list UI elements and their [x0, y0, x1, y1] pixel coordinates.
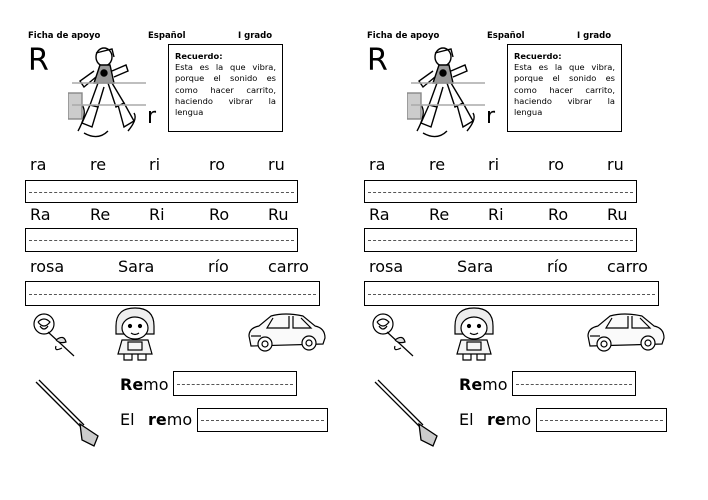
writing-line-5[interactable] — [197, 408, 328, 432]
syllable: ru — [268, 155, 285, 174]
word-el-remo-bold: re — [148, 410, 167, 429]
writing-line-1[interactable] — [364, 180, 637, 203]
reminder-title: Recuerdo: — [514, 51, 562, 61]
word: carro — [607, 257, 648, 276]
reminder-box — [507, 44, 622, 132]
syllable: ro — [209, 155, 226, 174]
cartoon-figure-icon — [68, 43, 148, 143]
word-remo — [120, 376, 169, 394]
syllable: Ru — [607, 205, 628, 224]
writing-line-1[interactable] — [25, 180, 298, 203]
syllable: ra — [30, 155, 47, 174]
rose-icon — [369, 310, 417, 358]
word: río — [547, 257, 568, 276]
word-remo-rest: mo — [482, 375, 508, 394]
oar-icon — [371, 378, 443, 450]
writing-line-2[interactable] — [364, 228, 637, 252]
syllable: Ri — [488, 205, 504, 224]
girl-icon — [110, 306, 160, 362]
word: rosa — [369, 257, 404, 276]
header-subject: Español — [148, 31, 186, 41]
syllable: Re — [429, 205, 450, 224]
word-remo-rest: mo — [143, 375, 169, 394]
word-el-remo-rest: mo — [166, 410, 193, 429]
car-icon — [245, 310, 327, 354]
word: río — [208, 257, 229, 276]
syllable: Ru — [268, 205, 289, 224]
syllable: Ri — [149, 205, 165, 224]
car-icon — [584, 310, 666, 354]
letter-lowercase: r — [486, 104, 496, 129]
writing-line-3[interactable] — [364, 281, 659, 306]
syllable: ru — [607, 155, 624, 174]
writing-line-4[interactable] — [512, 371, 636, 396]
reminder-body: Esta es la que vibra, porque el sonido es como hacer carrito, haciendo vibrar la lengua — [175, 62, 276, 118]
reminder-title: Recuerdo: — [175, 51, 223, 61]
girl-icon — [449, 306, 499, 362]
letter-uppercase: R — [367, 43, 388, 78]
header-grade: I grado — [577, 31, 612, 41]
article-el: El — [459, 410, 474, 429]
word-remo — [459, 376, 508, 394]
word-el-remo-bold: re — [487, 410, 506, 429]
letter-uppercase: R — [28, 43, 49, 78]
syllable: Ra — [30, 205, 51, 224]
worksheet-left — [0, 0, 340, 500]
word-el-remo — [487, 411, 531, 429]
word-el-remo — [148, 411, 192, 429]
syllable: Ro — [548, 205, 569, 224]
word: rosa — [30, 257, 65, 276]
syllable: Ro — [209, 205, 230, 224]
oar-icon — [32, 378, 104, 450]
word: Sara — [457, 257, 494, 276]
cartoon-figure-icon — [407, 43, 487, 143]
word-remo-bold: Re — [459, 375, 483, 394]
syllable: Re — [90, 205, 111, 224]
syllable: re — [429, 155, 446, 174]
syllable: ro — [548, 155, 565, 174]
syllable: ri — [149, 155, 161, 174]
word-remo-bold: Re — [120, 375, 144, 394]
syllable: Ra — [369, 205, 390, 224]
header-subject: Español — [487, 31, 525, 41]
writing-line-3[interactable] — [25, 281, 320, 306]
word-el-remo-rest: mo — [505, 410, 532, 429]
letter-lowercase: r — [147, 104, 157, 129]
header-title: Ficha de apoyo — [28, 31, 101, 41]
header-grade: I grado — [238, 31, 273, 41]
writing-line-2[interactable] — [25, 228, 298, 252]
header-title: Ficha de apoyo — [367, 31, 440, 41]
writing-line-5[interactable] — [536, 408, 667, 432]
article-el: El — [120, 410, 135, 429]
reminder-box — [168, 44, 283, 132]
reminder-body: Esta es la que vibra, porque el sonido es como hacer carrito, haciendo vibrar la lengua — [514, 62, 615, 118]
worksheet-right — [339, 0, 679, 500]
syllable: ra — [369, 155, 386, 174]
word: carro — [268, 257, 309, 276]
word: Sara — [118, 257, 155, 276]
rose-icon — [30, 310, 78, 358]
syllable: ri — [488, 155, 500, 174]
syllable: re — [90, 155, 107, 174]
writing-line-4[interactable] — [173, 371, 297, 396]
